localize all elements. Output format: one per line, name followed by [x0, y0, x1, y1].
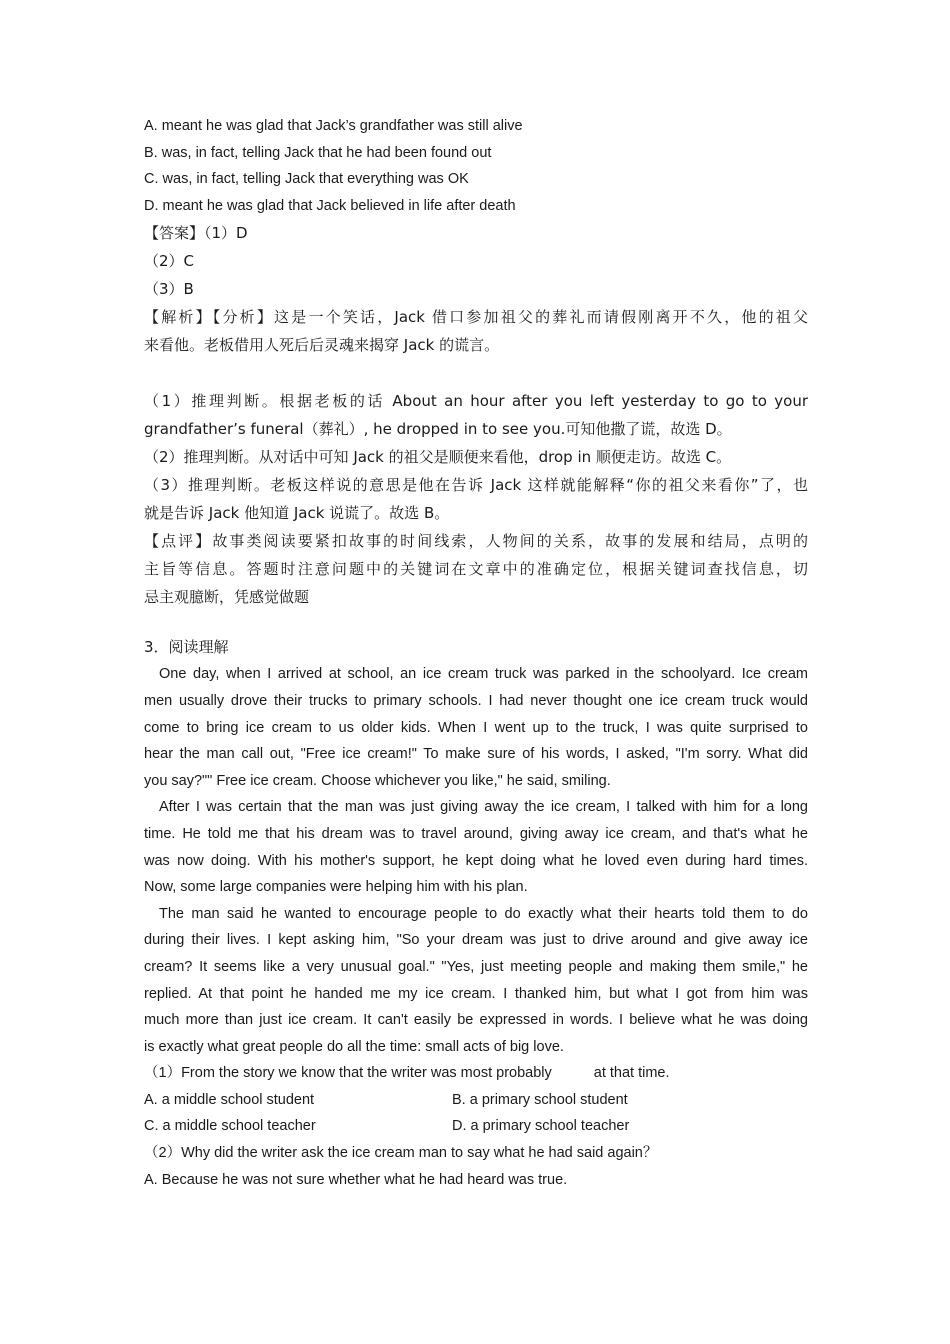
passage-line: men usually drove their trucks to primary schools. I had never thought one ice cream truck would [144, 692, 808, 709]
question-1 [144, 1060, 808, 1140]
question-1-option-a: A. a middle school student [144, 1091, 315, 1108]
option-d: D. meant he was glad that Jack believed in life after death [144, 197, 516, 214]
question-2-option-a: A. Because he was not sure whether what he had heard was true. [144, 1171, 568, 1188]
question-2 [144, 1140, 808, 1193]
passage-line: After I was certain that the man was just giving away the ice cream, I talked with him for a long [159, 799, 808, 816]
passage-line: One day, when I arrived at school, an ice cream truck was parked in the schoolyard. Ice cream [159, 666, 808, 683]
answer-line-1: 【答案】（1）D [144, 224, 248, 243]
analysis-q2: （2）推理判断。从对话中可知 Jack 的祖父是顺便来看他，drop in 顺便走访。故选 C。 [144, 448, 732, 467]
previous-question-options [144, 113, 808, 219]
option-c: C. was, in fact, telling Jack that everything was OK [144, 171, 469, 188]
answer-line-2: （2）C [144, 252, 195, 271]
analysis-q3-line-1: （3）推理判断。老板这样说的意思是他在告诉 Jack 这样就能解释“你的祖父来看你”了，也 [144, 476, 808, 495]
comment-line-1: 【点评】故事类阅读要紧扣故事的时间线索，人物间的关系，故事的发展和结局，点明的 [144, 532, 808, 551]
passage-line: was now doing. With his mother's support, he kept doing what he loved even during hard times. [144, 852, 808, 869]
question-1-stem-before: （1）From the story we know that the writer was most probably [144, 1065, 552, 1082]
analysis-block [144, 303, 808, 611]
question-1-stem [144, 1060, 808, 1087]
analysis-q1-line-2: grandfather’s funeral（葬礼）, he dropped in to see you.可知他撒了谎，故选 D。 [144, 420, 732, 439]
document-page [144, 113, 808, 1193]
option-a: A. meant he was glad that Jack’s grandfather was still alive [144, 118, 523, 134]
passage-paragraph-3 [144, 901, 808, 1061]
analysis-q3-line-2: 就是告诉 Jack 他知道 Jack 说谎了。故选 B。 [144, 504, 450, 523]
passage-line: cream? It seems like a very unusual goal." "Yes, just meeting people and making them smile," he [144, 958, 808, 975]
passage-line: much more than just ice cream. It can't easily be expressed in words. I believe what he was doing [144, 1012, 808, 1029]
passage-line: you say?"" Free ice cream. Choose whichever you like," he said, smiling. [144, 772, 611, 789]
passage-paragraph-2 [144, 794, 808, 900]
comment-line-2: 主旨等信息。答题时注意问题中的关键词在文章中的准确定位，根据关键词查找信息，切 [144, 560, 808, 579]
passage-line: come to bring ice cream to us older kids. When I went up to the truck, I was quite surprised to [144, 719, 808, 736]
option-b: B. was, in fact, telling Jack that he had been found out [144, 144, 492, 161]
analysis-line-2: 来看他。老板借用人死后后灵魂来揭穿 Jack 的谎言。 [144, 336, 500, 355]
passage-line: replied. At that point he handed me my ice cream. I thanked him, but what I got from him was [144, 985, 808, 1002]
question-1-options-row-2 [144, 1113, 808, 1140]
question-1-option-b: B. a primary school student [452, 1091, 628, 1108]
passage-line: Now, some large companies were helping him with his plan. [144, 879, 528, 896]
question-1-option-d: D. a primary school teacher [452, 1118, 630, 1135]
question-1-option-c: C. a middle school teacher [144, 1118, 316, 1135]
passage-line: time. He told me that his dream was to travel around, giving away ice cream, and that's what he [144, 825, 808, 842]
comment-line-3: 忌主观臆断，凭感觉做题 [144, 588, 310, 607]
passage-line: during their lives. I kept asking him, "So your dream was just to drive around and give away ice [144, 932, 808, 949]
question-1-options-row-1 [144, 1087, 808, 1114]
reading-section-3 [144, 633, 808, 1193]
passage-line: is exactly what great people do all the time: small acts of big love. [144, 1038, 564, 1055]
answer-line-3: （3）B [144, 280, 194, 299]
question-1-stem-after: at that time. [593, 1065, 670, 1082]
passage-line: hear the man call out, "Free ice cream!" To make sure of his words, I asked, "I'm sorry. What did [144, 746, 808, 763]
analysis-q1-line-1: （1）推理判断。根据老板的话 About an hour after you left yesterday to go to your [144, 392, 808, 411]
analysis-line-1: 【解析】【分析】这是一个笑话，Jack 借口参加祖父的葬礼而请假刚离开不久，他的祖父 [144, 308, 808, 327]
passage-paragraph-1 [144, 661, 808, 794]
question-2-stem: （2）Why did the writer ask the ice cream man to say what he had said again？ [144, 1145, 658, 1162]
section-heading: 3．阅读理解 [144, 638, 229, 657]
answer-block [144, 219, 808, 303]
passage-line: The man said he wanted to encourage people to do exactly what their hearts told them to do [159, 905, 808, 922]
